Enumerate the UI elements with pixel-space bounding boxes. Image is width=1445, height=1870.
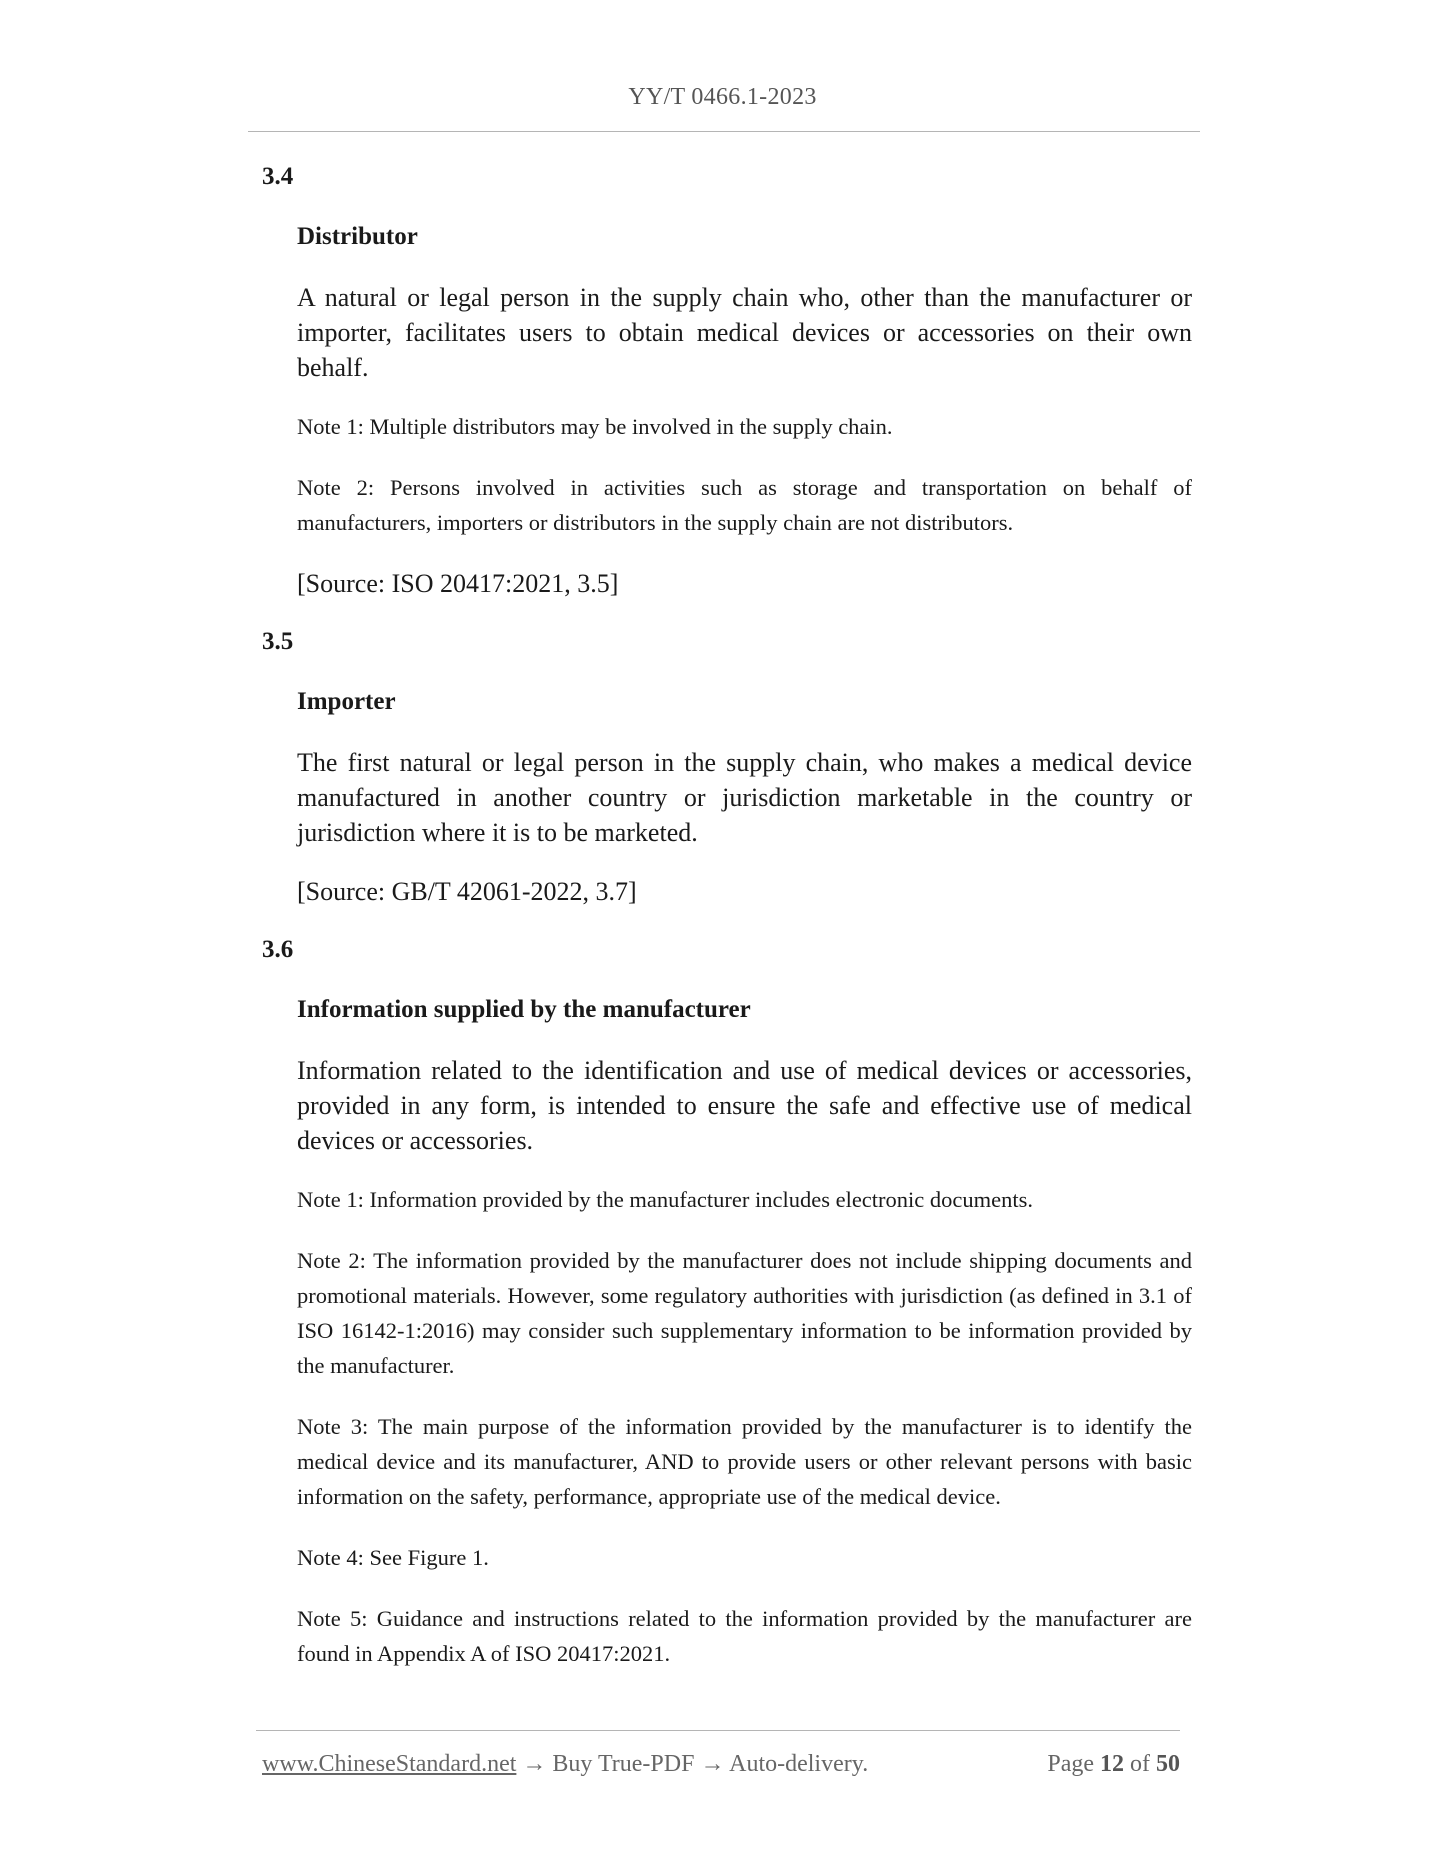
footer-divider [256, 1730, 1180, 1731]
term-title: Importer [297, 688, 396, 715]
term-note: Note 2: The information provided by the manufacturer does not include shipping documents and promotional materials. However, some regulatory authorities with jurisdiction (as defined in 3.1 of ISO 16142-1:2016) may consider such supplementary information to be information provided by the manufacturer. [297, 1248, 1192, 1378]
clause-number: 3.5 [262, 628, 294, 655]
clause-3-6 [262, 933, 1192, 1671]
term-definition: A natural or legal person in the supply chain who, other than the manufacturer or importer, facilitates users to obtain medical devices or accessories on their own behalf. [297, 283, 1192, 382]
header-divider [248, 131, 1200, 132]
clause-number: 3.6 [262, 936, 294, 963]
clause-3-5 [262, 625, 1192, 909]
term-note: Note 3: The main purpose of the information provided by the manufacturer is to identify the medical device and its manufacturer, AND to provide users or other relevant persons with basic information on the safety, performance, appropriate use of the medical device. [297, 1414, 1192, 1509]
total-page-count: 50 [1156, 1751, 1180, 1777]
document-body [262, 160, 1192, 1697]
page-of-label: of [1124, 1751, 1156, 1777]
footer-tagline: → Buy True-PDF → Auto-delivery. [516, 1751, 869, 1777]
term-definition: Information related to the identification and use of medical devices or accessories, provided in any form, is intended to ensure the safe and effective use of medical devices or accessories. [297, 1056, 1192, 1155]
term-title: Information supplied by the manufacturer [297, 996, 751, 1023]
document-code-header: YY/T 0466.1-2023 [628, 84, 817, 110]
term-definition: The first natural or legal person in the supply chain, who makes a medical device manufactured in another country or jurisdiction marketable in the country or jurisdiction where it is to be marketed. [297, 748, 1192, 847]
page-number [1047, 1748, 1180, 1780]
page-label: Page [1047, 1751, 1100, 1777]
term-title: Distributor [297, 223, 418, 250]
term-note: Note 1: Information provided by the manufacturer includes electronic documents. [297, 1187, 1034, 1212]
clause-number: 3.4 [262, 163, 294, 190]
term-note: Note 5: Guidance and instructions related to the information provided by the manufacturer are found in Appendix A of ISO 20417:2021. [297, 1606, 1192, 1666]
clause-3-4 [262, 160, 1192, 601]
footer-promo [262, 1748, 868, 1780]
current-page-number: 12 [1100, 1751, 1124, 1777]
term-note: Note 4: See Figure 1. [297, 1545, 489, 1570]
term-source: [Source: ISO 20417:2021, 3.5] [297, 569, 619, 598]
website-link[interactable]: www.ChineseStandard.net [262, 1751, 517, 1777]
term-note: Note 1: Multiple distributors may be involved in the supply chain. [297, 414, 893, 439]
term-note: Note 2: Persons involved in activities such as storage and transportation on behalf of manufacturers, importers or distributors in the supply chain are not distributors. [297, 475, 1192, 535]
term-source: [Source: GB/T 42061-2022, 3.7] [297, 877, 637, 906]
